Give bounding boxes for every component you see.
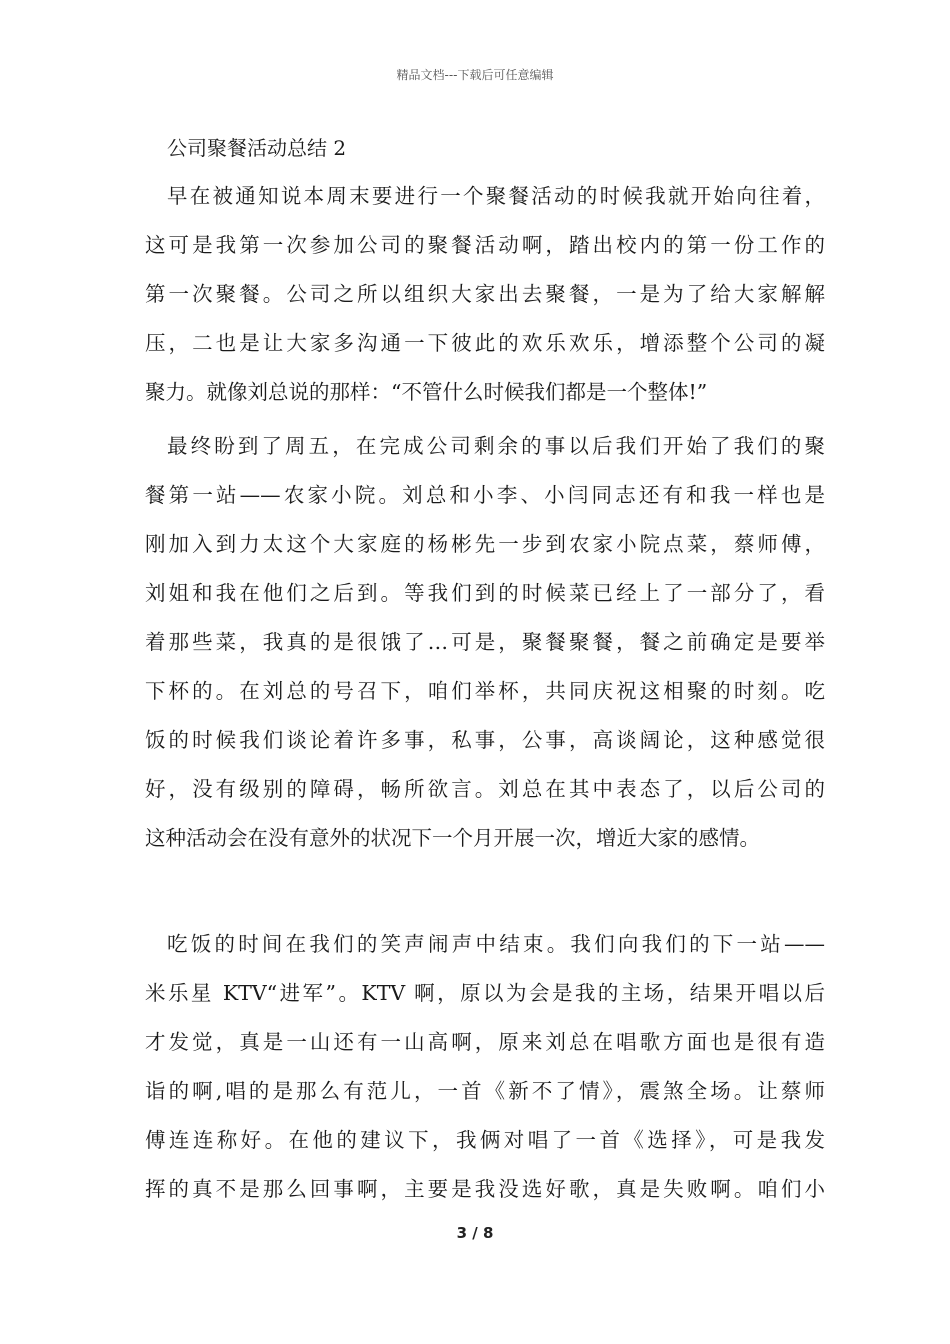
text-line: 这种活动会在没有意外的状况下一个月开展一次，增近大家的感情。 <box>145 826 760 850</box>
text-line: 聚力。就像刘总说的那样：“不管什么时候我们都是一个整体!” <box>145 380 708 404</box>
text-line: 早在被通知说本周末要进行一个聚餐活动的时候我就开始向往着， <box>167 184 825 208</box>
paragraph-3 <box>145 920 825 1214</box>
text-line: 餐第一站——农家小院。刘总和小李、小闫同志还有和我一样也是 <box>145 483 825 507</box>
text-line: 吃饭的时间在我们的笑声闹声中结束。我们向我们的下一站—— <box>167 932 825 956</box>
text-line: 傅连连称好。在他的建议下，我俩对唱了一首《选择》，可是我发 <box>145 1128 825 1152</box>
page-header: 精品文档---下载后可任意编辑 <box>396 68 554 82</box>
text-line: 刚加入到力太这个大家庭的杨彬先一步到农家小院点菜，蔡师傅， <box>145 532 825 556</box>
paragraph-2 <box>145 422 825 863</box>
text-line: 下杯的。在刘总的号召下，咱们举杯，共同庆祝这相聚的时刻。吃 <box>145 679 825 703</box>
text-line: 米乐星 KTV“进军”。KTV 啊，原以为会是我的主场，结果开唱以后 <box>145 981 825 1005</box>
text-line: 刘姐和我在他们之后到。等我们到的时候菜已经上了一部分了，看 <box>145 581 825 605</box>
text-line: 压，二也是让大家多沟通一下彼此的欢乐欢乐，增添整个公司的凝 <box>145 331 825 355</box>
text-line: 才发觉，真是一山还有一山高啊，原来刘总在唱歌方面也是很有造 <box>145 1030 825 1054</box>
text-line: 这可是我第一次参加公司的聚餐活动啊，踏出校内的第一份工作的 <box>145 233 825 257</box>
page-number: 3 / 8 <box>456 1224 494 1242</box>
text-line: 饭的时候我们谈论着许多事，私事，公事，高谈阔论，这种感觉很 <box>145 728 825 752</box>
text-line: 最终盼到了周五，在完成公司剩余的事以后我们开始了我们的聚 <box>167 434 825 458</box>
document-title: 公司聚餐活动总结 2 <box>167 136 347 160</box>
text-line: 着那些菜，我真的是很饿了…可是，聚餐聚餐，餐之前确定是要举 <box>145 630 825 654</box>
text-line: 好，没有级别的障碍，畅所欲言。刘总在其中表态了，以后公司的 <box>145 777 825 801</box>
paragraph-1 <box>145 172 825 417</box>
text-line: 诣的啊,唱的是那么有范儿，一首《新不了情》，震煞全场。让蔡师 <box>145 1079 825 1103</box>
text-line: 第一次聚餐。公司之所以组织大家出去聚餐，一是为了给大家解解 <box>145 282 825 306</box>
text-line: 挥的真不是那么回事啊，主要是我没选好歌，真是失败啊。咱们小 <box>145 1177 825 1201</box>
